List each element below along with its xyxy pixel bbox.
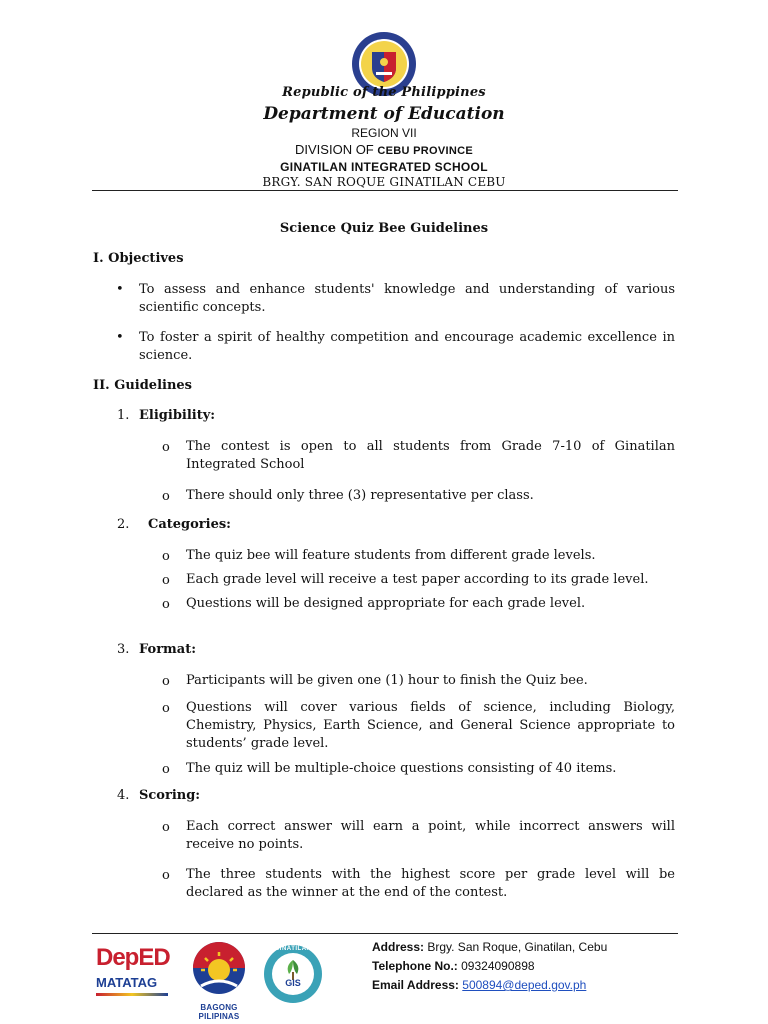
gis-seal-icon: [263, 944, 323, 1004]
scoring-item: Each correct answer will earn a point, while incorrect answers will receive no points.: [186, 819, 675, 852]
guidelines-heading: II. Guidelines: [93, 378, 192, 393]
republic-line: Republic of the Philippines: [282, 85, 486, 100]
format-item: Participants will be given one (1) hour to finish the Quiz bee.: [186, 673, 588, 688]
circle-bullet-icon: o: [162, 597, 170, 612]
division-line: [0, 142, 768, 157]
footer-telephone: [372, 959, 535, 973]
section-number: 4.: [117, 788, 130, 803]
department-line: Department of Education: [263, 104, 505, 124]
gis-ring-text: GINATILAN: [274, 946, 312, 952]
matatag-stripe: [96, 993, 168, 996]
objective-item: To foster a spirit of healthy competition and encourage academic excellence in science.: [139, 330, 675, 363]
footer-address: [372, 940, 607, 954]
header-divider: [92, 190, 678, 191]
school-address: BRGY. SAN ROQUE GINATILAN CEBU: [262, 175, 506, 189]
bagong-pilipinas-text: BAGONG PILIPINAS: [198, 1003, 240, 1021]
categories-item: The quiz bee will feature students from different grade levels.: [186, 548, 596, 563]
bagong-pilipinas-logo: [181, 940, 257, 1021]
footer-divider: [92, 933, 678, 934]
circle-bullet-icon: o: [162, 549, 170, 564]
format-item: Questions will cover various fields of science, including Biology, Chemistry, Physics, Earth Science, and General Science appropriate to students’ grade level.: [186, 700, 675, 751]
circle-bullet-icon: o: [162, 573, 170, 588]
bullet-icon: •: [116, 282, 124, 297]
circle-bullet-icon: o: [162, 820, 170, 835]
address-value: Brgy. San Roque, Ginatilan, Cebu: [427, 940, 608, 954]
categories-item: Each grade level will receive a test paper according to its grade level.: [186, 572, 649, 587]
section-number: 3.: [117, 642, 130, 657]
eligibility-item: The contest is open to all students from Grade 7-10 of Ginatilan Integrated School: [186, 439, 675, 472]
bagong-pilipinas-emblem-icon: [181, 940, 257, 996]
document-title: Science Quiz Bee Guidelines: [279, 221, 489, 236]
matatag-wordmark: MATATAG: [96, 975, 158, 990]
telephone-value: 09324090898: [461, 959, 535, 973]
deped-matatag-logo: [96, 945, 170, 1003]
categories-item: Questions will be designed appropriate for each grade level.: [186, 596, 586, 611]
address-label: Address:: [372, 940, 425, 954]
email-link[interactable]: 500894@deped.gov.ph: [462, 978, 587, 992]
circle-bullet-icon: o: [162, 762, 170, 777]
scoring-item: The three students with the highest score per grade level will be declared as the winner at the end of the contest.: [186, 867, 675, 900]
scoring-title: Scoring:: [139, 788, 201, 803]
objective-item: To assess and enhance students' knowledge and understanding of various scientific concepts.: [139, 282, 675, 315]
circle-bullet-icon: o: [162, 489, 170, 504]
section-number: 1.: [117, 408, 130, 423]
gis-school-logo: [263, 944, 323, 1004]
division-name: CEBU PROVINCE: [377, 145, 473, 157]
format-item: The quiz will be multiple-choice questions consisting of 40 items.: [186, 761, 617, 776]
section-number: 2.: [117, 517, 130, 532]
division-prefix: DIVISION OF: [295, 142, 374, 157]
circle-bullet-icon: o: [162, 701, 170, 716]
deped-wordmark: DepED: [96, 944, 170, 971]
categories-title: Categories:: [148, 517, 231, 532]
eligibility-title: Eligibility:: [139, 408, 216, 423]
telephone-label: Telephone No.:: [372, 959, 458, 973]
format-title: Format:: [139, 642, 197, 657]
school-name: GINATILAN INTEGRATED SCHOOL: [280, 160, 488, 174]
gis-center-text: GIS: [285, 978, 301, 988]
objectives-heading: I. Objectives: [93, 251, 184, 266]
email-label: Email Address:: [372, 978, 459, 992]
region-line: REGION VII: [351, 126, 417, 140]
eligibility-item: There should only three (3) representative per class.: [186, 488, 534, 503]
circle-bullet-icon: o: [162, 868, 170, 883]
circle-bullet-icon: o: [162, 674, 170, 689]
bullet-icon: •: [116, 330, 124, 345]
footer-email: [372, 978, 586, 992]
circle-bullet-icon: o: [162, 440, 170, 455]
